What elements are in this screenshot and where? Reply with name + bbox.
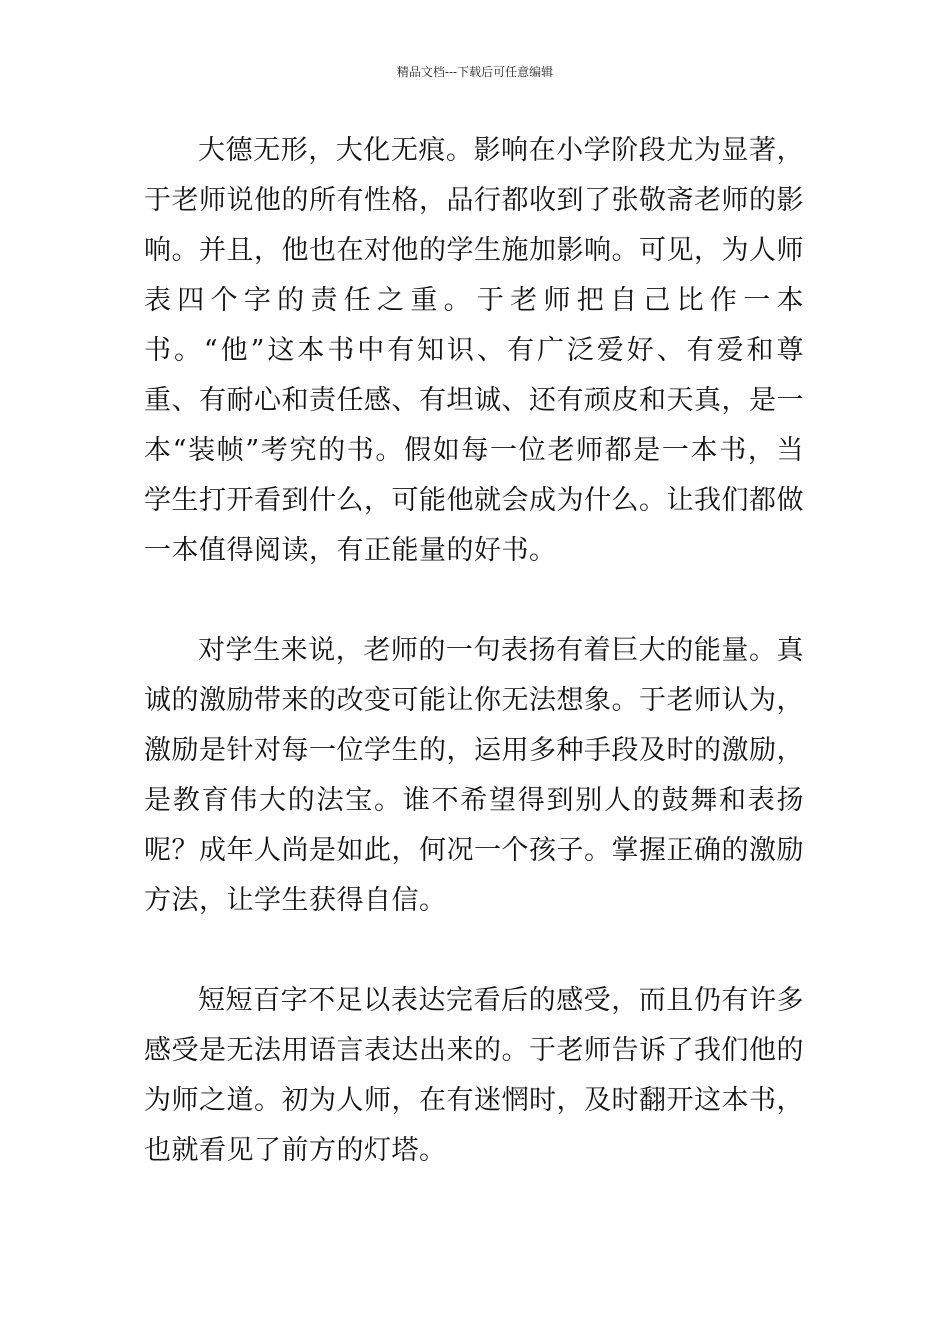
document-body (144, 126, 804, 1176)
page-header: 精品文档---下载后可任意编辑 (396, 65, 554, 79)
paragraph-2: 对学生来说，老师的一句表扬有着巨大的能量。真诚的激励带来的改变可能让你无法想象。于老师认为，激励是针对每一位学生的，运用多种手段及时的激励，是教育伟大的法宝。谁不希望得到别人的鼓舞和表扬呢？成年人尚是如此，何况一个孩子。掌握正确的激励方法，让学生获得自信。 (144, 635, 804, 916)
paragraph-1: 大德无形，大化无痕。影响在小学阶段尤为显著，于老师说他的所有性格，品行都收到了张敬斋老师的影响。并且，他也在对他的学生施加影响。可见，为人师表四个字的责任之重。于老师把自己比作一本书。“他”这本书中有知识、有广泛爱好、有爱和尊重、有耐心和责任感、有坦诚、还有顽皮和天真，是一本“装帧”考究的书。假如每一位老师都是一本书，当学生打开看到什么，可能他就会成为什么。让我们都做一本值得阅读，有正能量的好书。 (144, 135, 804, 566)
paragraph-3: 短短百字不足以表达完看后的感受，而且仍有许多感受是无法用语言表达出来的。于老师告诉了我们他的为师之道。初为人师，在有迷惘时，及时翻开这本书，也就看见了前方的灯塔。 (144, 985, 804, 1166)
